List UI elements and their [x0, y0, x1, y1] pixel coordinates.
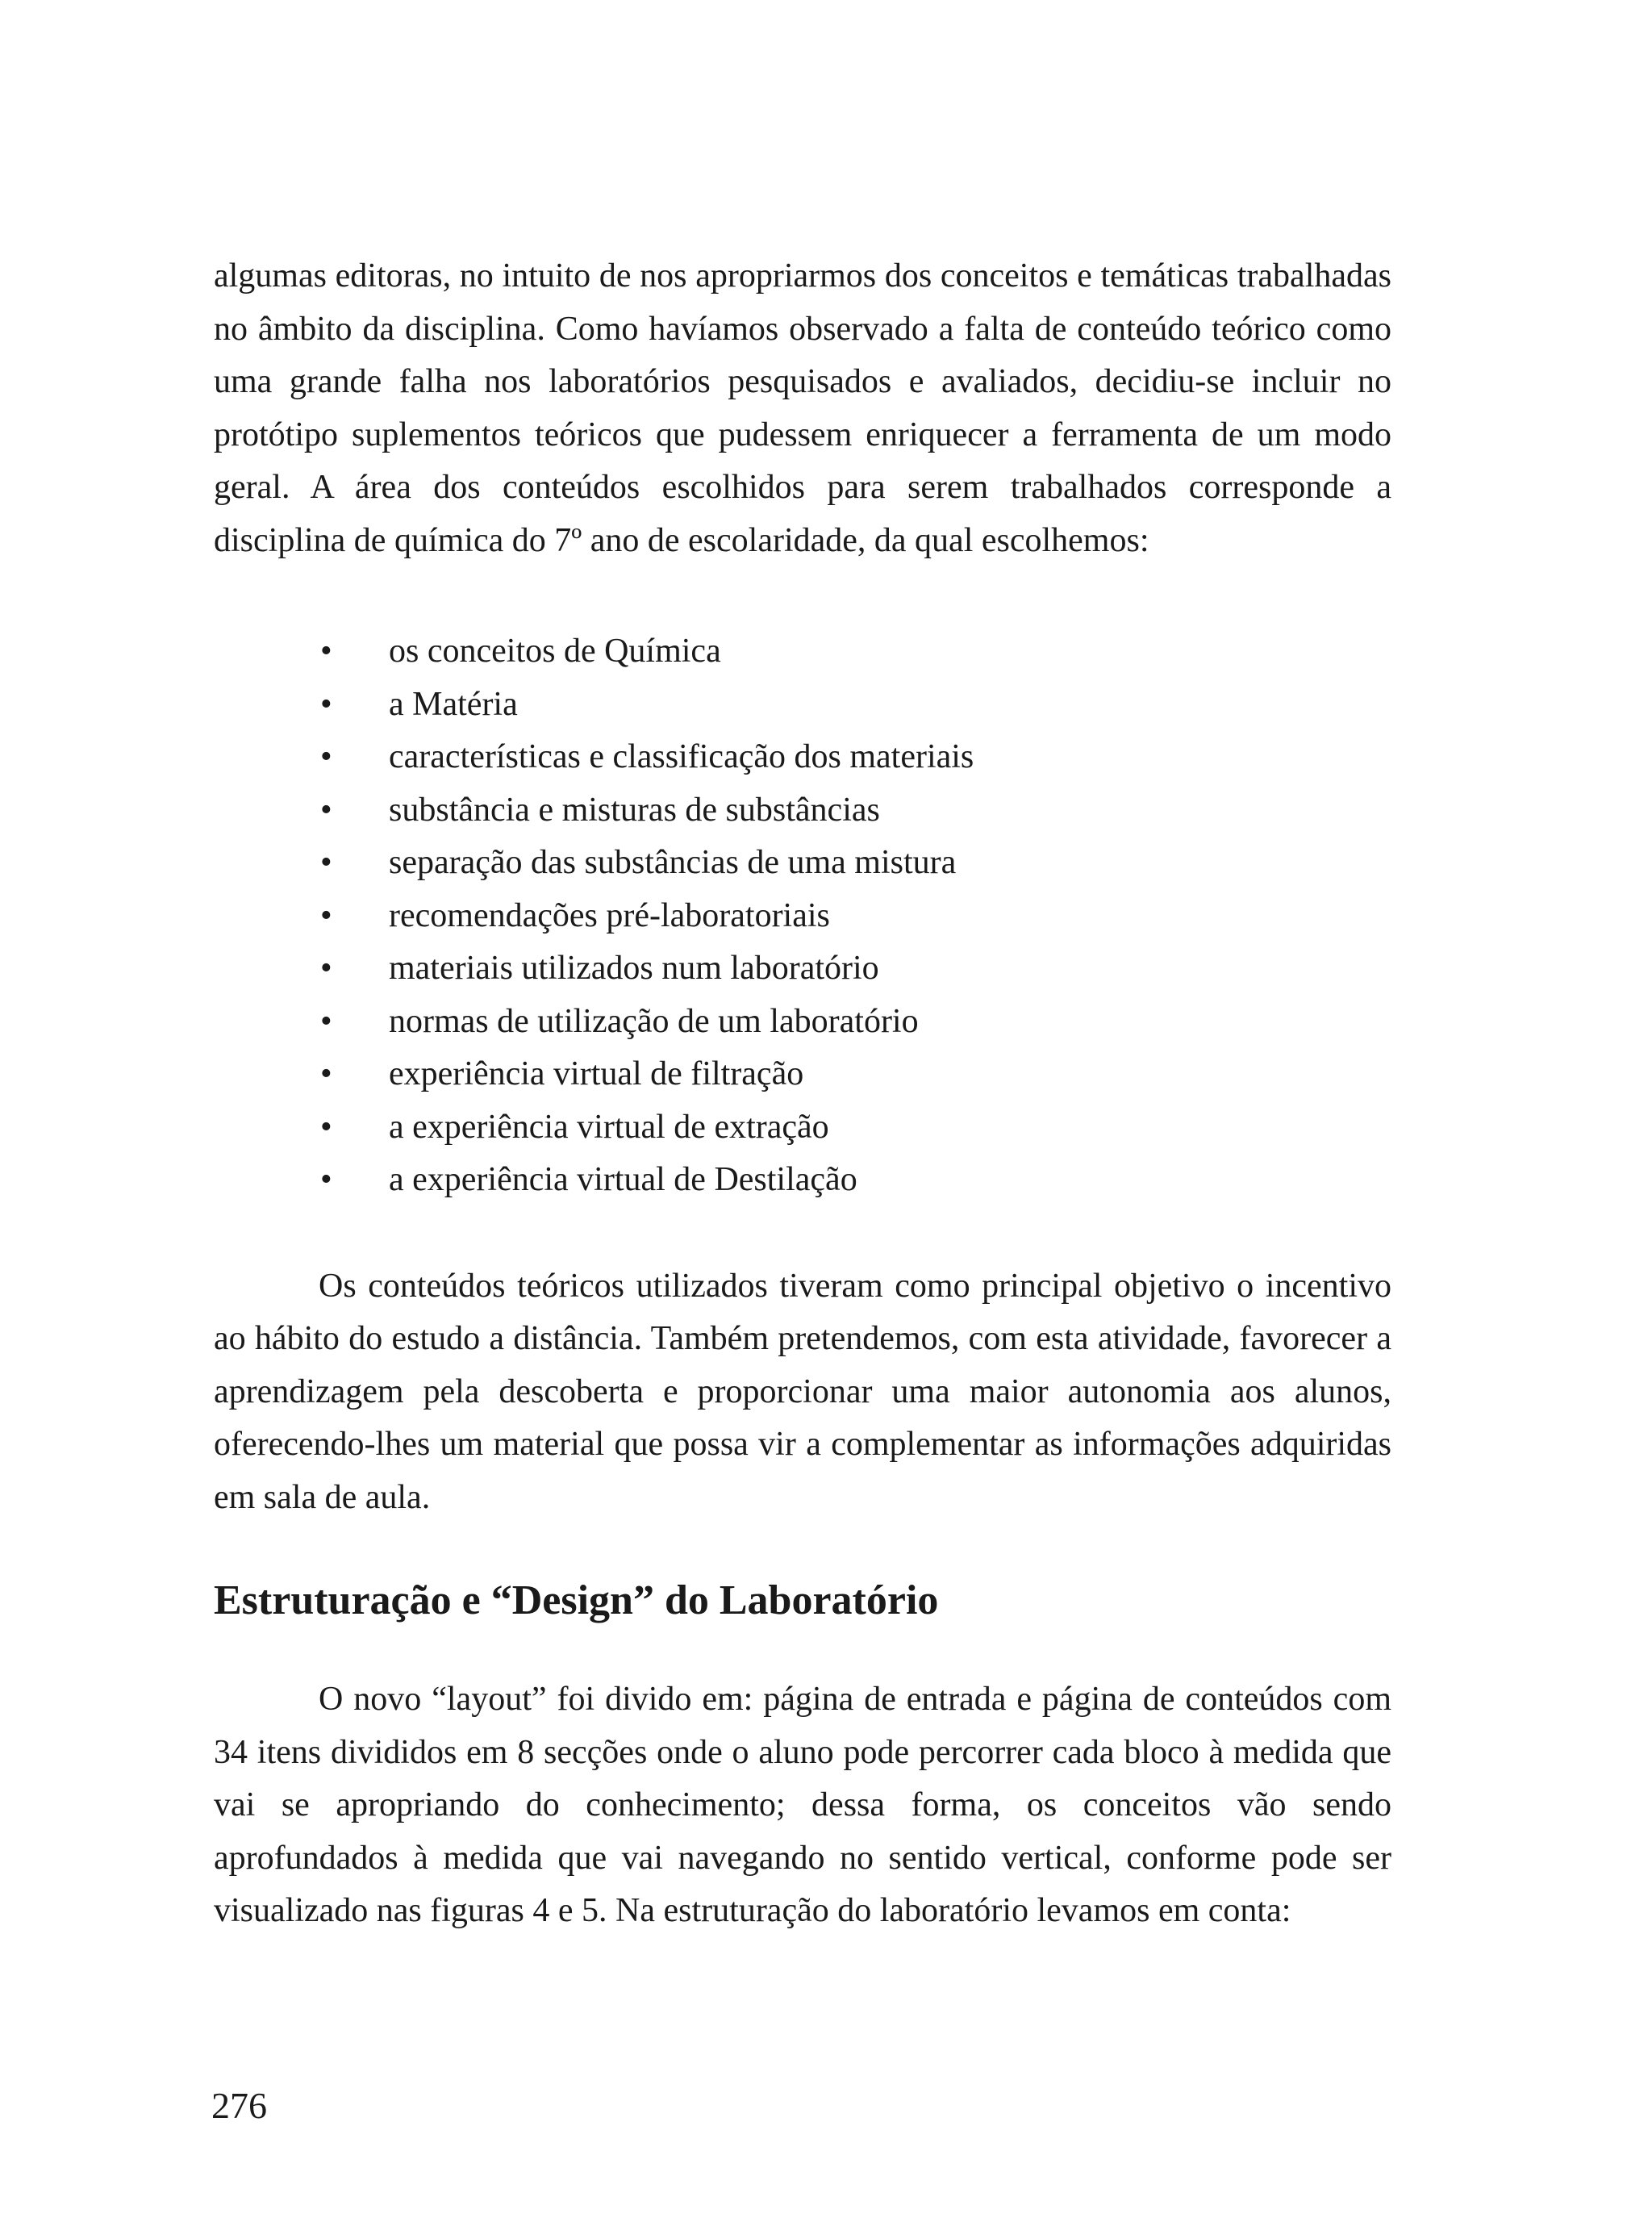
list-item-text: normas de utilização de um laboratório — [389, 1002, 919, 1040]
bullet-icon: • — [320, 1055, 332, 1092]
bullet-icon: • — [320, 844, 332, 881]
list-item-text: a experiência virtual de Destilação — [389, 1161, 857, 1198]
list-item-text: experiência virtual de filtração — [389, 1055, 804, 1092]
list-item-text: substância e misturas de substâncias — [389, 791, 880, 829]
list-item — [214, 1101, 1391, 1155]
section-heading: Estruturação e “Design” do Laboratório — [214, 1577, 939, 1623]
bullet-icon: • — [320, 950, 332, 987]
spacer — [214, 1524, 1391, 1573]
list-item-text: os conceitos de Química — [389, 633, 721, 670]
list-item — [214, 837, 1391, 890]
list-item — [214, 731, 1391, 784]
topics-list — [214, 625, 1391, 1207]
list-item — [214, 1154, 1391, 1207]
bullet-icon: • — [320, 685, 332, 723]
paragraph-intro: algumas editoras, no intuito de nos apropriarmos dos conceitos e temáticas trabalhadas no âmbito da disciplina. Como havíamos observado a falta de conteúdo teórico como uma grande falha nos laboratórios pesquisados e avaliados, decidiu-se incluir no protótipo suplementos teóricos que pudessem enriquecer a ferramenta de um modo geral. A área dos conteúdos escolhidos para serem trabalhados corresponde a disciplina de química do 7º ano de escolaridade, da qual escolhemos: — [214, 257, 1391, 559]
bullet-icon: • — [320, 1002, 332, 1040]
list-item — [214, 890, 1391, 943]
bullet-icon: • — [320, 896, 332, 934]
list-item — [214, 1048, 1391, 1101]
list-item-text: materiais utilizados num laboratório — [389, 950, 879, 987]
list-item — [214, 996, 1391, 1049]
list-item — [214, 679, 1391, 732]
page-number: 276 — [211, 2085, 267, 2126]
bullet-icon: • — [320, 1108, 332, 1146]
spacer — [214, 567, 1391, 625]
list-item-text: recomendações pré-laboratoriais — [389, 896, 830, 934]
page-content — [214, 250, 1391, 1938]
list-item-text: características e classificação dos materiais — [389, 738, 974, 775]
spacer — [214, 1207, 1391, 1260]
bullet-icon: • — [320, 633, 332, 670]
bullet-icon: • — [320, 791, 332, 829]
bullet-icon: • — [320, 738, 332, 775]
list-item-text: a experiência virtual de extração — [389, 1108, 829, 1146]
paragraph-layout: O novo “layout” foi divido em: página de entrada e página de conteúdos com 34 itens divididos em 8 secções onde o aluno pode percorrer cada bloco à medida que vai se apropriando do conhecimento; dessa forma, os conceitos vão sendo aprofundados à medida que vai navegando no sentido vertical, conforme pode ser visualizado nas figuras 4 e 5. Na estruturação do laboratório levamos em conta: — [214, 1681, 1391, 1929]
bullet-icon: • — [320, 1161, 332, 1198]
paragraph-objectives: Os conteúdos teóricos utilizados tiveram como principal objetivo o incentivo ao hábito do estudo a distância. Também pretendemos, com esta atividade, favorecer a aprendizagem pela descoberta e proporcionar uma maior autonomia aos alunos, oferecendo-lhes um material que possa vir a complementar as informações adquiridas em sala de aula. — [214, 1267, 1391, 1516]
list-item — [214, 942, 1391, 996]
spacer — [214, 1629, 1391, 1673]
list-item-text: a Matéria — [389, 685, 518, 723]
list-item — [214, 625, 1391, 679]
list-item-text: separação das substâncias de uma mistura — [389, 844, 957, 881]
list-item — [214, 784, 1391, 838]
